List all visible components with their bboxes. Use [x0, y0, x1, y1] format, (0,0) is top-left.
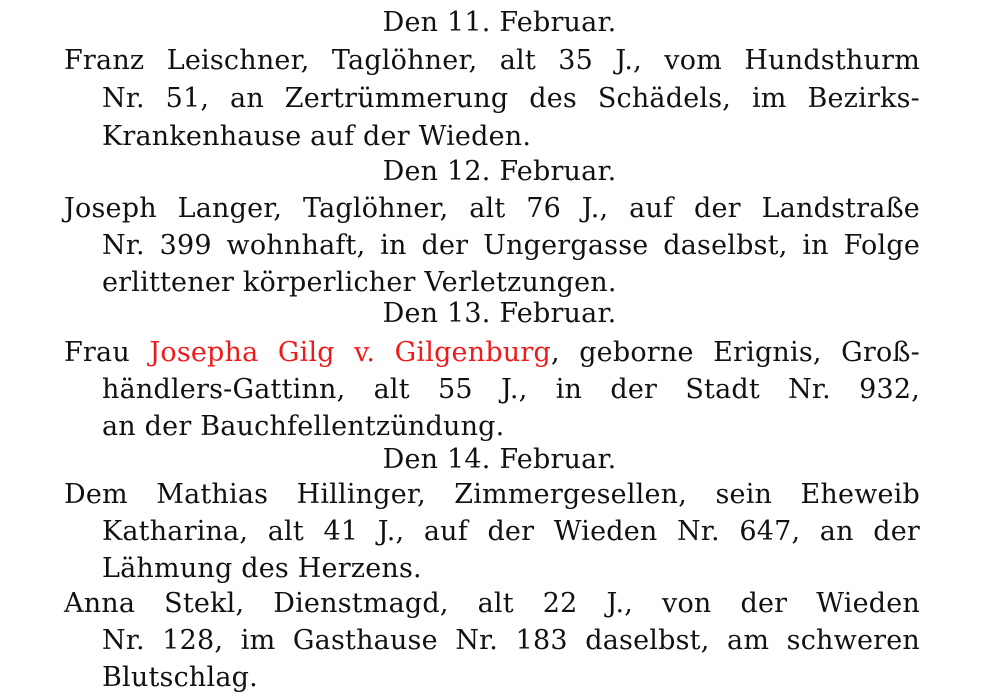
- entry-line: Blutschlag.: [102, 662, 258, 693]
- entry-line: Joseph Langer, Taglöhner, alt 76 J., auf der Landstraße: [64, 193, 920, 224]
- entry-line: Anna Stekl, Dienstmagd, alt 22 J., von der Wieden: [64, 588, 920, 619]
- highlighted-name: Josepha Gilg v. Gilgenburg: [149, 337, 551, 368]
- entry-line: erlittener körperlicher Verletzungen.: [102, 267, 617, 298]
- entry-suffix: , geborne Erignis, Groß-: [551, 337, 920, 368]
- date-heading-14-feb: Den 14. Februar.: [382, 444, 617, 475]
- entry-line: Franz Leischner, Taglöhner, alt 35 J., vom Hundsthurm: [64, 45, 920, 76]
- entry-line-highlighted: [64, 336, 920, 370]
- entry-line: Krankenhause auf der Wieden.: [102, 121, 532, 152]
- date-heading-13-feb: Den 13. Februar.: [382, 298, 617, 329]
- entry-line: Nr. 399 wohnhaft, in der Ungergasse daselbst, in Folge: [102, 230, 920, 261]
- date-heading-12-feb: Den 12. Februar.: [382, 156, 617, 187]
- entry-line: Lähmung des Herzens.: [102, 553, 422, 584]
- entry-prefix: Frau: [64, 337, 150, 368]
- entry-line: Nr. 51, an Zertrümmerung des Schädels, im Bezirks-: [102, 83, 920, 114]
- entry-line: Dem Mathias Hillinger, Zimmergesellen, sein Eheweib: [64, 479, 920, 510]
- entry-line: Katharina, alt 41 J., auf der Wieden Nr. 647, an der: [102, 516, 920, 547]
- entry-line: händlers-Gattinn, alt 55 J., in der Stadt Nr. 932,: [102, 374, 920, 405]
- date-heading-11-feb: Den 11. Februar.: [382, 7, 617, 38]
- entry-line: Nr. 128, im Gasthause Nr. 183 daselbst, am schweren: [102, 625, 920, 656]
- entry-line: an der Bauchfellentzündung.: [102, 411, 505, 442]
